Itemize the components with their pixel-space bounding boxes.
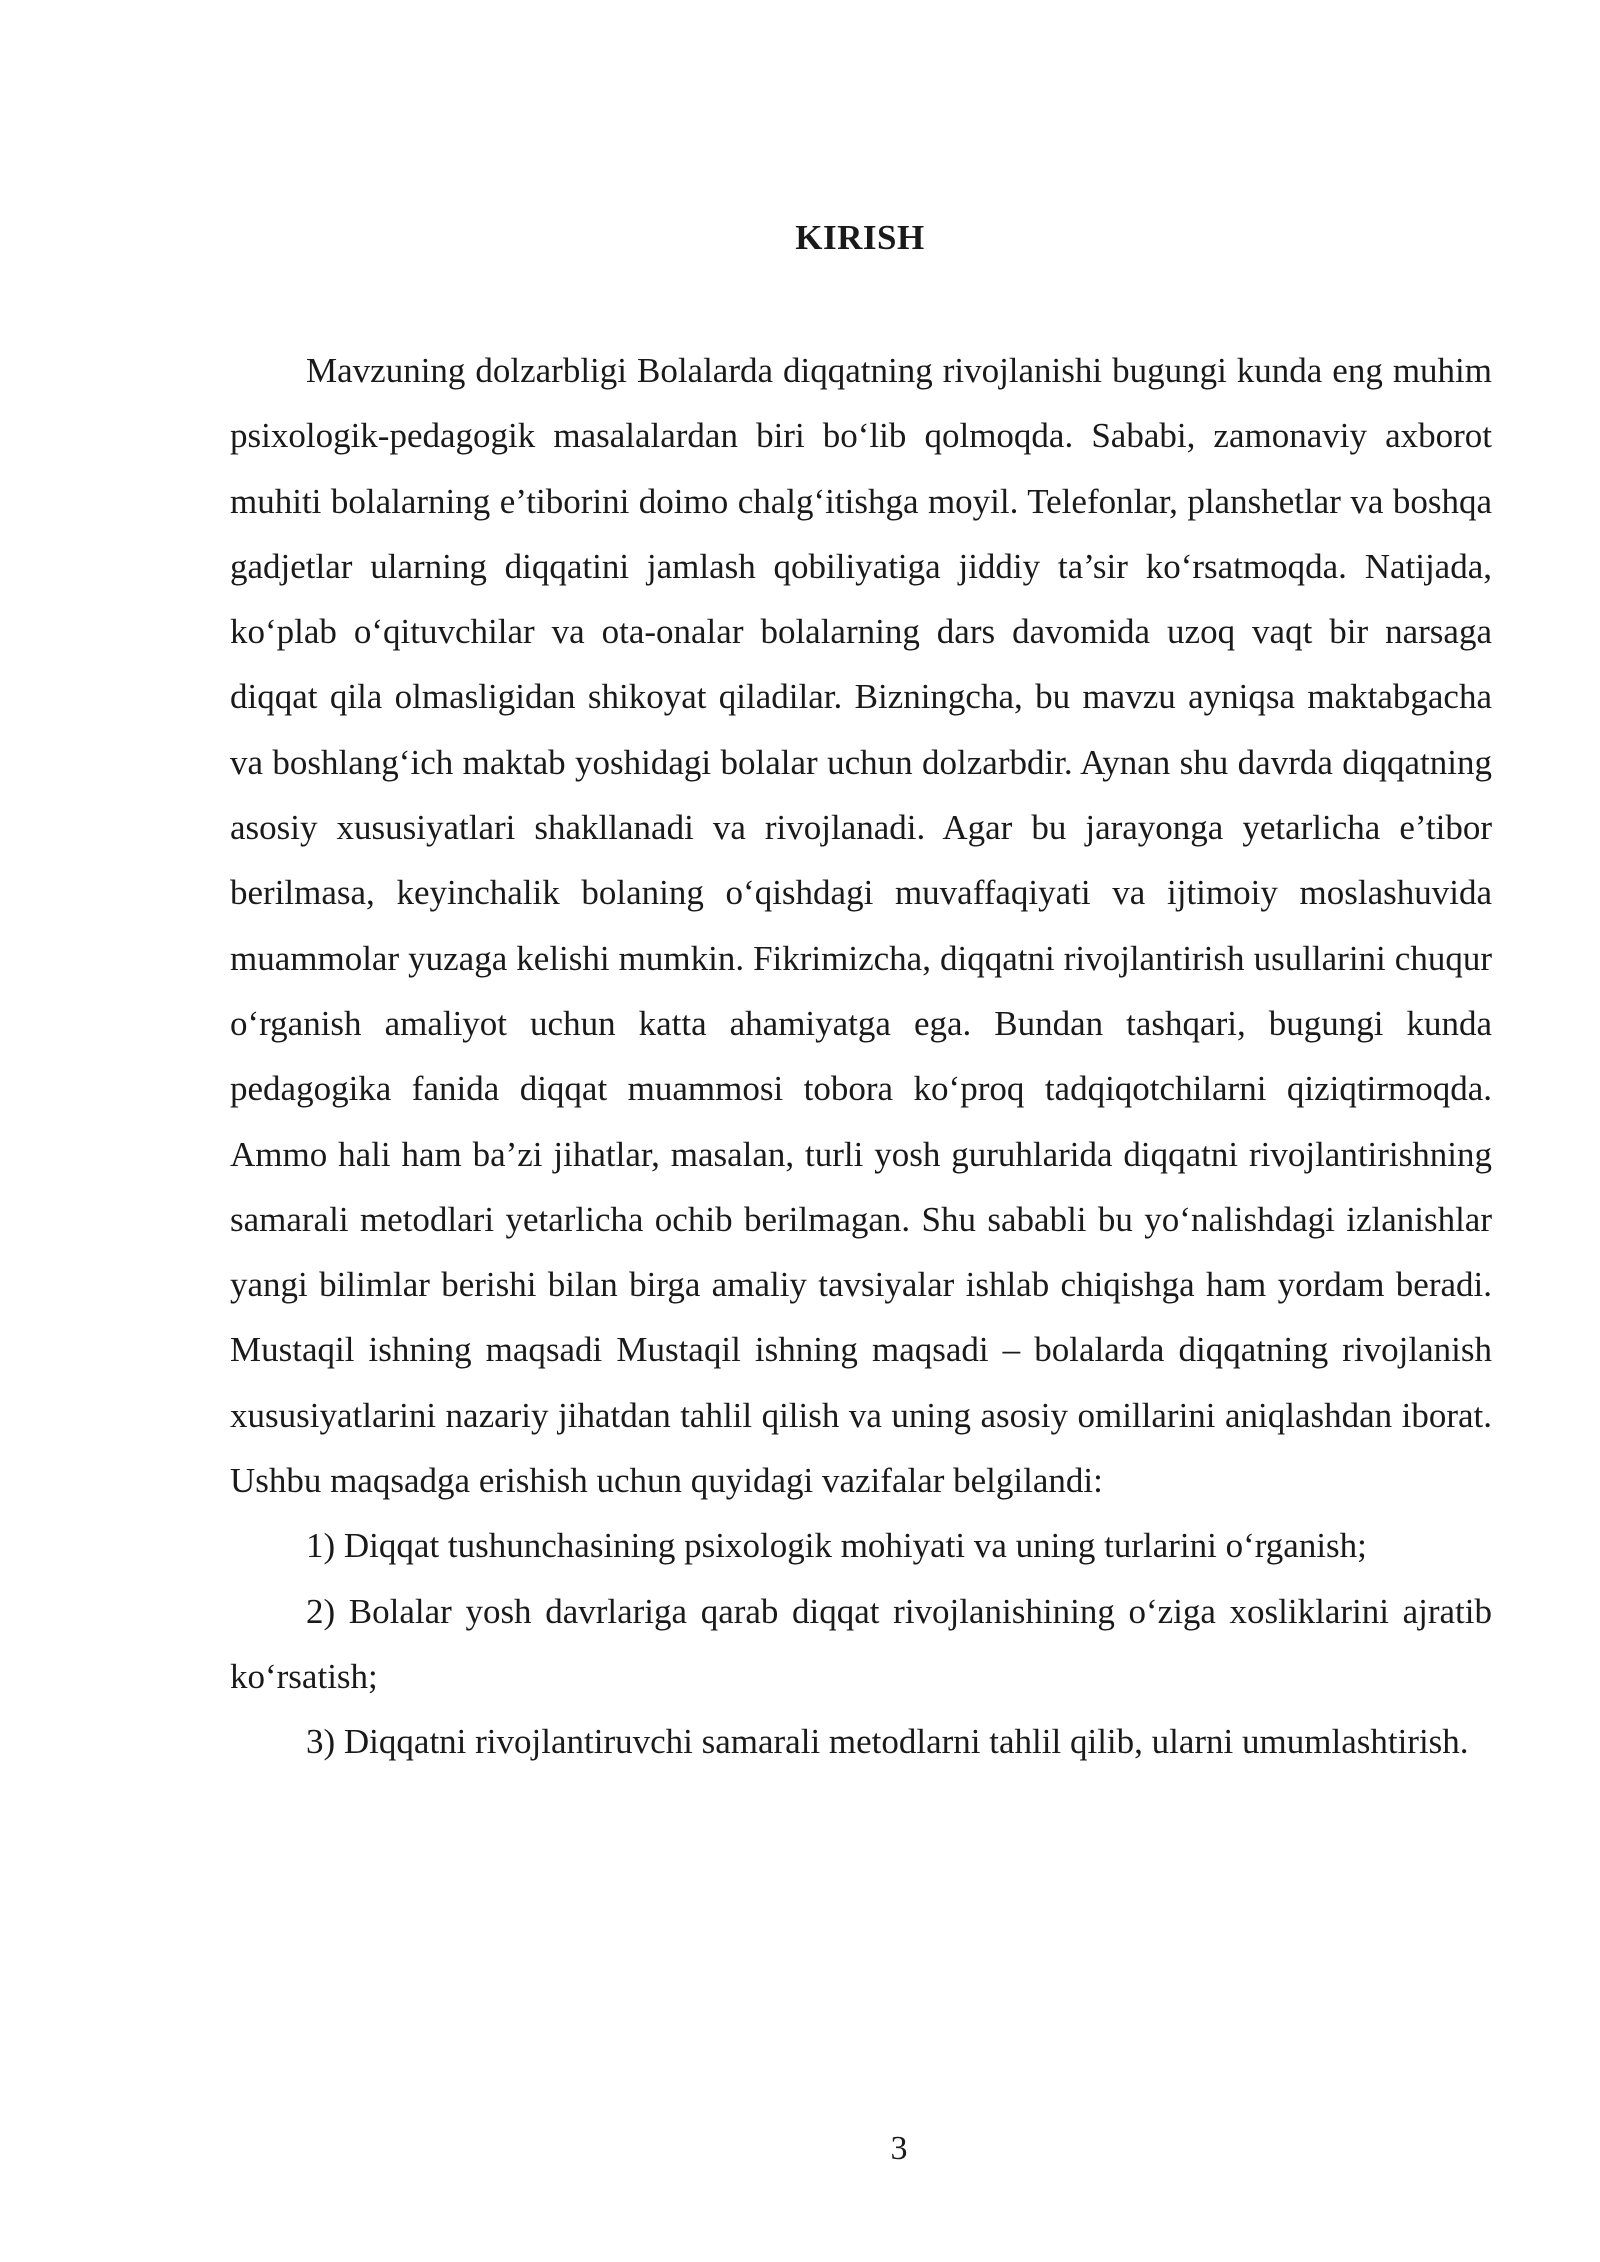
page-title: KIRISH <box>795 218 925 257</box>
body-text <box>230 338 1492 1775</box>
intro-paragraph: Mavzuning dolzarbligi Bolalarda diqqatning rivojlanishi bugungi kunda eng muhim psixologik-pedagogik masalalardan biri bo‘lib qolmoqda. Sababi, zamonaviy axborot muhiti bolalarning e’tiborini doimo chalg‘itishga moyil. Telefonlar, planshetlar va boshqa gadjetlar ularning diqqatini jamlash qobiliyatiga jiddiy ta’sir ko‘rsatmoqda. Natijada, ko‘plab o‘qituvchilar va ota-onalar bolalarning dars davomida uzoq vaqt bir narsaga diqqat qila olmasligidan shikoyat qiladilar. Bizningcha, bu mavzu ayniqsa maktabgacha va boshlang‘ich maktab yoshidagi bolalar uchun dolzarbdir. Aynan shu davrda diqqatning asosiy xususiyatlari shakllanadi va rivojlanadi. Agar bu jarayonga yetarlicha e’tibor berilmasa, keyinchalik bolaning o‘qishdagi muvaffaqiyati va ijtimoiy moslashuvida muammolar yuzaga kelishi mumkin. Fikrimizcha, diqqatni rivojlantirish usullarini chuqur o‘rganish amaliyot uchun katta ahamiyatga ega. Bundan tashqari, bugungi kunda pedagogika fanida diqqat muammosi tobora ko‘proq tadqiqotchilarni qiziqtirmoqda. Ammo hali ham ba’zi jihatlar, masalan, turli yosh guruhlarida diqqatni rivojlantirishning samarali metodlari yetarlicha ochib berilmagan. Shu sababli bu yo‘nalishdagi izlanishlar yangi bilimlar berishi bilan birga amaliy tavsiyalar ishlab chiqishga ham yordam beradi. Mustaqil ishning maqsadi Mustaqil ishning maqsadi – bolalarda diqqatning rivojlanish xususiyatlarini nazariy jihatdan tahlil qilish va uning asosiy omillarini aniqlashdan iborat. Ushbu maqsadga erishish uchun quyidagi vazifalar belgilandi: <box>230 351 1492 1501</box>
task-item-1: 1) Diqqat tushunchasining psixologik mohiyati va uning turlarini o‘rganish; <box>306 1526 1367 1566</box>
task-item-2: 2) Bolalar yosh davrlariga qarab diqqat rivojlanishining o‘ziga xosliklarini ajratib ko‘rsatish; <box>230 1591 1492 1696</box>
task-item-3: 3) Diqqatni rivojlantiruvchi samarali metodlarni tahlil qilib, ularni umumlashtirish. <box>306 1722 1469 1762</box>
page-number: 3 <box>890 2130 908 2167</box>
